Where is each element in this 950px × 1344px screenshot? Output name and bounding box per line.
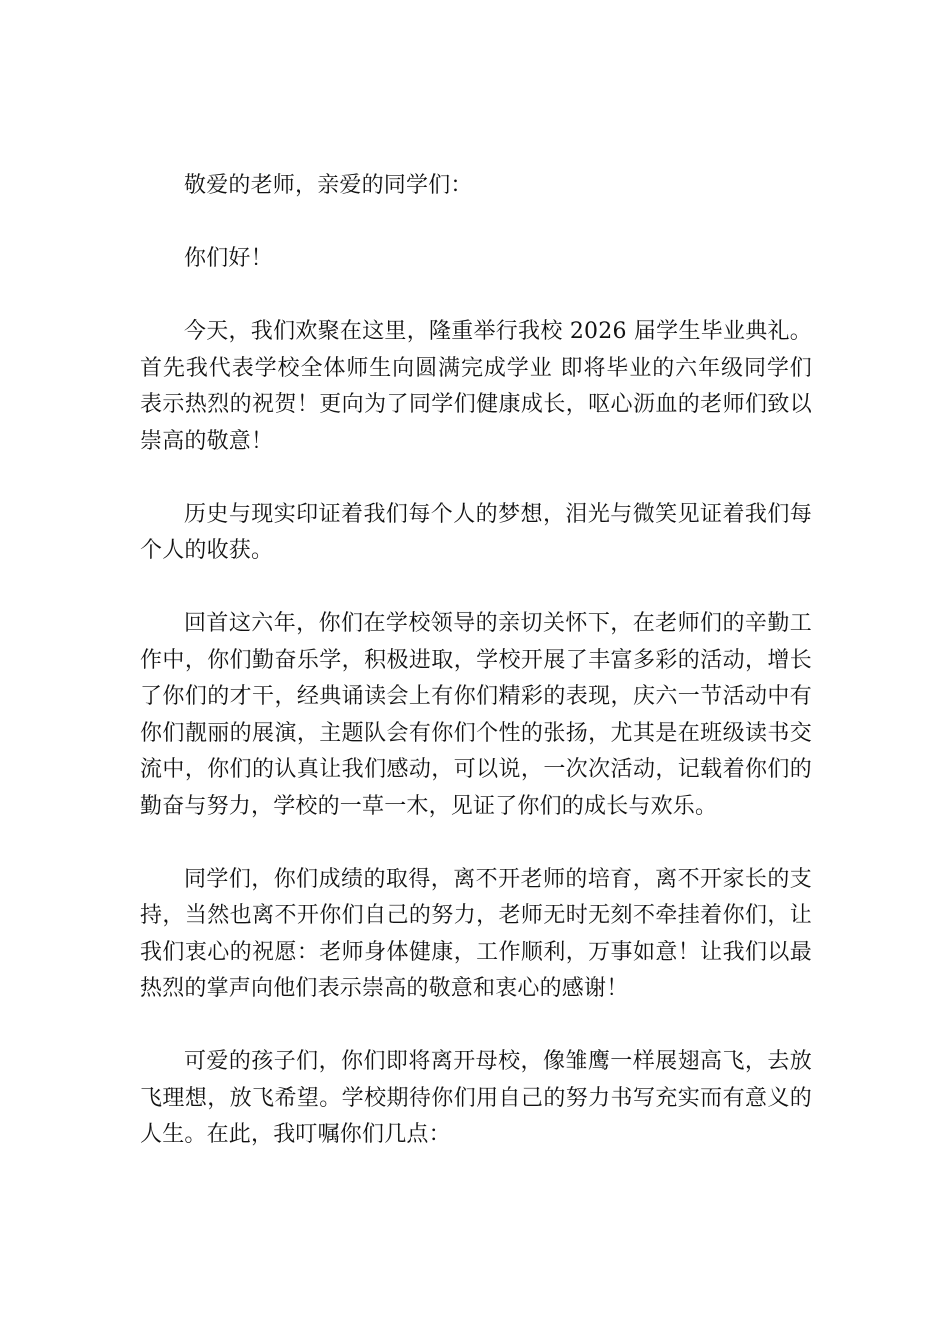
paragraph-review: 回首这六年，你们在学校领导的亲切关怀下，在老师们的辛勤工作中，你们勤奋乐学，积极进取，学校开展了丰富多彩的活动，增长了你们的才干，经典诵读会上有你们精彩的表现，庆六一节活动中有你们靓丽的展演，主题队会有你们个性的张扬，尤其是在班级读书交流中，你们的认真让我们感动，可以说，一次次活动，记载着你们的勤奋与努力，学校的一草一木，见证了你们的成长与欢乐。 xyxy=(140,611,812,819)
paragraph-history: 历史与现实印证着我们每个人的梦想，泪光与微笑见证着我们每个人的收获。 xyxy=(140,501,812,563)
greeting: 你们好！ xyxy=(184,246,273,271)
paragraph-opening: 今天，我们欢聚在这里，隆重举行我校 2026 届学生毕业典礼。首先我代表学校全体师生向圆满完成学业 即将毕业的六年级同学们表示热烈的祝贺！更向为了同学们健康成长，呕心沥血的老师们致以崇高的敬意！ xyxy=(140,319,812,454)
document-body xyxy=(140,168,812,1190)
paragraph-farewell: 可爱的孩子们，你们即将离开母校，像雏鹰一样展翅高飞，去放飞理想，放飞希望。学校期待你们用自己的努力书写充实而有意义的人生。在此，我叮嘱你们几点： xyxy=(140,1049,812,1147)
paragraph-thanks: 同学们，你们成绩的取得，离不开老师的培育，离不开家长的支持，当然也离不开你们自己的努力，老师无时无刻不牵挂着你们，让我们衷心的祝愿：老师身体健康，工作顺利，万事如意！让我们以最热烈的掌声向他们表示崇高的敬意和衷心的感谢！ xyxy=(140,866,812,1001)
salutation: 敬爱的老师，亲爱的同学们： xyxy=(184,173,473,198)
